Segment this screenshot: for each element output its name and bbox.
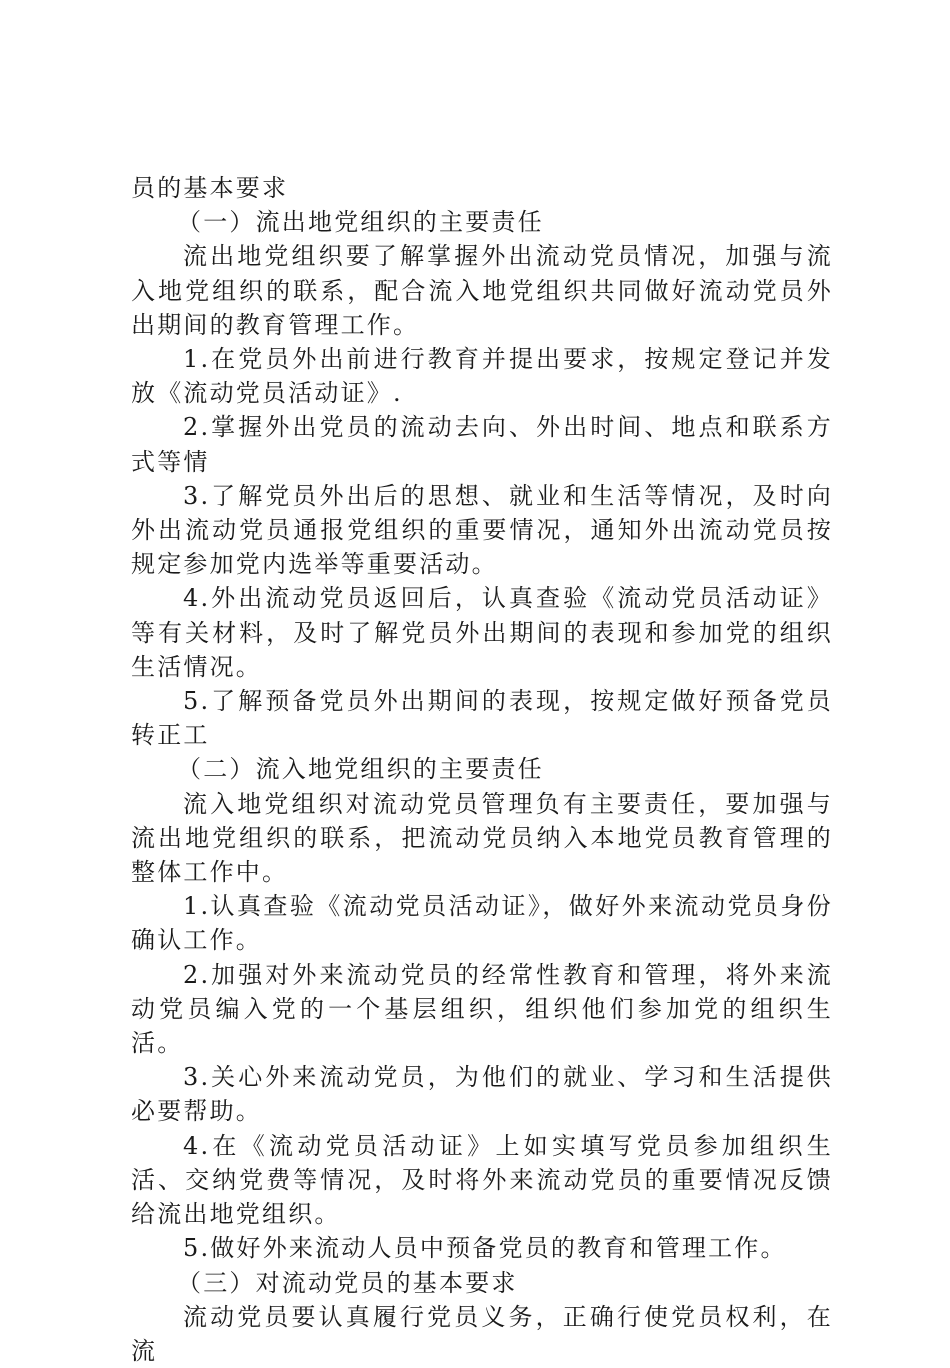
list-item: 5.了解预备党员外出期间的表现，按规定做好预备党员转正工 — [131, 687, 833, 750]
section-heading-3: （三）对流动党员的基本要求 — [177, 1268, 518, 1297]
paragraph-continuation: 员的基本要求 — [131, 174, 289, 202]
list-item: 1.在党员外出前进行教育并提出要求，按规定登记并发放《流动党员活动证》. — [131, 345, 833, 408]
list-item: 3.了解党员外出后的思想、就业和生活等情况，及时向外出流动党员通报党组织的重要情况，通知外出流动党员按规定参加党内选举等重要活动。 — [131, 481, 833, 579]
list-item: 3.关心外来流动党员，为他们的就业、学习和生活提供必要帮助。 — [131, 1063, 833, 1126]
paragraph: 流出地党组织要了解掌握外出流动党员情况，加强与流入地党组织的联系，配合流入地党组织共同做好流动党员外出期间的教育管理工作。 — [131, 242, 833, 339]
paragraph: 流动党员要认真履行党员义务，正确行使党员权利，在流 — [131, 1302, 833, 1365]
list-item: 4.外出流动党员返回后，认真查验《流动党员活动证》等有关材料，及时了解党员外出期间的表现和参加党的组织生活情况。 — [131, 584, 833, 681]
document-body — [131, 171, 833, 1368]
list-item: 1.认真查验《流动党员活动证》，做好外来流动党员身份确认工作。 — [131, 892, 833, 955]
list-item: 2.掌握外出党员的流动去向、外出时间、地点和联系方式等情 — [131, 413, 833, 476]
list-item: 4.在《流动党员活动证》上如实填写党员参加组织生活、交纳党费等情况，及时将外来流动党员的重要情况反馈给流出地党组织。 — [131, 1131, 833, 1229]
list-item: 5.做好外来流动人员中预备党员的教育和管理工作。 — [183, 1234, 787, 1263]
list-item: 2.加强对外来流动党员的经常性教育和管理，将外来流动党员编入党的一个基层组织，组织他们参加党的组织生活。 — [131, 960, 833, 1058]
paragraph: 流入地党组织对流动党员管理负有主要责任，要加强与流出地党组织的联系，把流动党员纳入本地党员教育管理的整体工作中。 — [131, 789, 833, 887]
section-heading-2: （二）流入地党组织的主要责任 — [177, 755, 544, 784]
section-heading-1: （一）流出地党组织的主要责任 — [177, 208, 544, 237]
